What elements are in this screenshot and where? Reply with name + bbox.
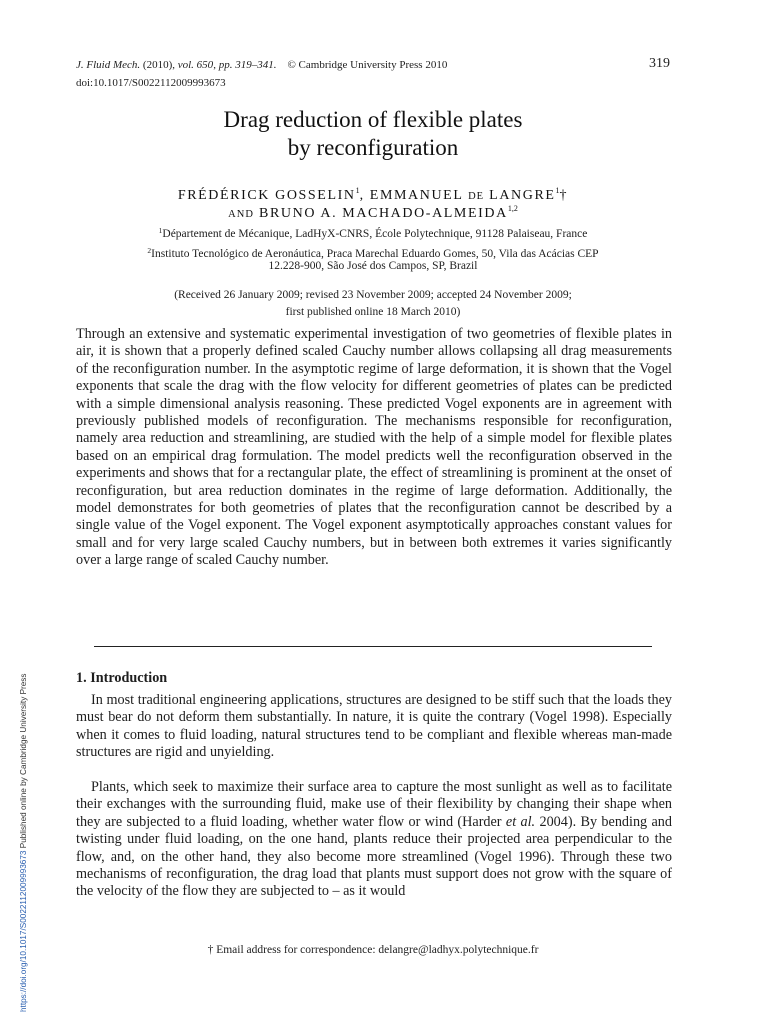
author-and: AND (228, 209, 254, 220)
journal-name: J. Fluid Mech. (76, 59, 141, 71)
title-line-1: Drag reduction of flexible plates (223, 107, 523, 132)
journal-pages: pp. 319–341. (218, 59, 277, 71)
publisher-note: Published online by Cambridge University Press (19, 673, 28, 851)
doi-link[interactable]: https://doi.org/10.1017/S0022112009993673 (19, 850, 28, 1012)
journal-year: (2010), (140, 59, 178, 71)
paper-title (76, 106, 670, 162)
body-paragraph: In most traditional engineering applications, structures are designed to be stiff such that the loads they must bear do not deform them substantially. In nature, it is quite the contrary (Vogel 1998). Especially when it comes to fluid loading, natural structures tend to be compliant and flexible whereas man-made structures are rigid and unyielding. (76, 692, 672, 761)
correspondence-footnote: † Email address for correspondence: delangre@ladhyx.polytechnique.fr (207, 944, 539, 956)
affiliation-text: Instituto Tecnológico de Aeronáutica, Praca Marechal Eduardo Gomes, 50, Vila das Acácias CEP (151, 248, 599, 260)
section-heading: 1. Introduction (76, 670, 168, 686)
author-affil-mark: 1 (355, 186, 360, 195)
page-number: 319 (649, 56, 670, 71)
author-separator: , (359, 188, 370, 203)
author-delangre-last: LANGRE (484, 188, 556, 203)
author-list-line-2 (76, 200, 670, 224)
abstract: Through an extensive and systematic experimental investigation of two geometries of flexible plates in air, it is shown that a properly defined scaled Cauchy number allows collapsing all drag measurements of the reconfiguration number. In the asymptotic regime of large deformation, it is shown that the Vogel exponents that scale the drag with the flow velocity for different geometries of plates can be predicted with a simple dimensional analysis reasoning. These predicted Vogel exponents are in agreement with previously published models of reconfiguration. The mechanisms responsible for reconfiguration, namely area reduction and streamlining, are studied with the help of a simple model for flexible plates based on an empirical drag formulation. The model predicts well the reconfiguration observed in the experiments and shows that for a rectangular plate, the effect of streamlining is prominent at the onset of reconfiguration, but area reduction dominates in the regime of large deformation. Additionally, the model demonstrates for both geometries of plates that the reconfiguration cannot be described by a single value of the Vogel exponent. The Vogel exponent asymptotically approaches constant values for small and for very large scaled Cauchy numbers, but in between both extremes it varies significantly over a large range of scaled Cauchy number. (76, 326, 672, 569)
body-paragraph (76, 779, 672, 901)
author-affil-mark: 1,2 (507, 204, 518, 213)
author-gosselin: FRÉDÉRICK GOSSELIN (177, 188, 356, 203)
doi-line: doi:10.1017/S0022112009993673 (76, 77, 226, 89)
published-online-date: first published online 18 March 2010) (285, 306, 461, 318)
author-affil-mark: 1 (555, 186, 560, 195)
section-divider (94, 646, 652, 647)
affiliation-2-continued: 12.228-900, São José dos Campos, SP, Brazil (268, 260, 478, 272)
affiliation-text: Département de Mécanique, LadHyX-CNRS, École Polytechnique, 91128 Palaiseau, France (162, 228, 588, 240)
affiliation-number: 1 (158, 226, 163, 235)
affiliation-number: 2 (147, 246, 152, 255)
author-delangre-particle: DE (468, 191, 485, 202)
received-dates: (Received 26 January 2009; revised 23 November 2009; accepted 24 November 2009; (174, 289, 572, 301)
separator: , (213, 59, 219, 71)
journal-volume: vol. 650 (177, 59, 214, 71)
copyright-notice: © Cambridge University Press 2010 (287, 59, 448, 71)
running-header (76, 58, 447, 72)
affiliation-1 (76, 224, 670, 241)
title-line-2: by reconfiguration (287, 135, 459, 160)
author-machado-almeida: BRUNO A. MACHADO-ALMEIDA (253, 206, 508, 221)
author-delangre-first: EMMANUEL (369, 188, 469, 203)
doi-sidebar (19, 674, 28, 1013)
paragraph-text: Plants, which seek to maximize their surface area to capture the most sunlight as well as to facilitate their exchanges with the surrounding fluid, make use of their flexibility by changing their shape when they are subjected to a fluid loading, whether water flow or wind (Harder (76, 779, 672, 830)
paragraph-text: 2004). By bending and twisting under fluid loading, on the one hand, plants reduce their projected area perpendicular to the flow, and, on the other hand, they also become more streamlined (Vogel 1996). Through these two mechanisms of reconfiguration, the drag load that plants must support does not grow with the square of the velocity of the flow they are subjected to – as it would (76, 813, 672, 900)
corresponding-author-dagger: † (559, 188, 569, 203)
citation-et-al: et al. (505, 813, 536, 830)
